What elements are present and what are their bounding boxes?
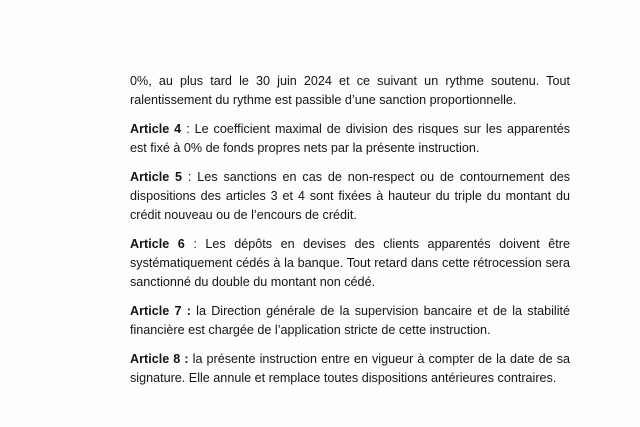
article-6-label: Article 6 [130,237,185,251]
article-8-label: Article 8 : [130,352,189,366]
article-7-text: la Direction générale de la supervision bancaire et de la stabilité financière est chargée de l’application stricte de cette instruction. [130,304,570,337]
article-4-paragraph [130,120,570,158]
continuation-text: 0%, au plus tard le 30 juin 2024 et ce suivant un rythme soutenu. Tout ralentissement du rythme est passible d’une sanction proportionnelle. [130,74,570,107]
document-body [130,72,570,398]
article-8-text: la présente instruction entre en vigueur à compter de la date de sa signature. Elle annule et remplace toutes dispositions antérieures contraires. [130,352,570,385]
article-6-separator: : [184,237,206,251]
article-7-label: Article 7 : [130,304,191,318]
article-7-paragraph [130,302,570,340]
continuation-paragraph [130,72,570,110]
article-5-separator: : [182,170,198,184]
article-6-text: Les dépôts en devises des clients apparentés doivent être systématiquement cédés à la banque. Tout retard dans cette rétrocession sera sanctionné du double du montant non cédé. [130,237,571,289]
article-4-text: Le coefficient maximal de division des risques sur les apparentés est fixé à 0% de fonds propres nets par la présente instruction. [130,122,570,155]
article-8-paragraph [130,350,570,388]
article-4-label: Article 4 [130,122,182,136]
article-5-text: Les sanctions en cas de non-respect ou de contournement des dispositions des articles 3 et 4 sont fixées à hauteur du triple du montant du crédit nouveau ou de l’encours de crédit. [130,170,571,222]
article-5-paragraph [130,168,570,225]
article-4-separator: : [181,122,195,136]
article-6-paragraph [130,235,570,292]
article-5-label: Article 5 [130,170,183,184]
